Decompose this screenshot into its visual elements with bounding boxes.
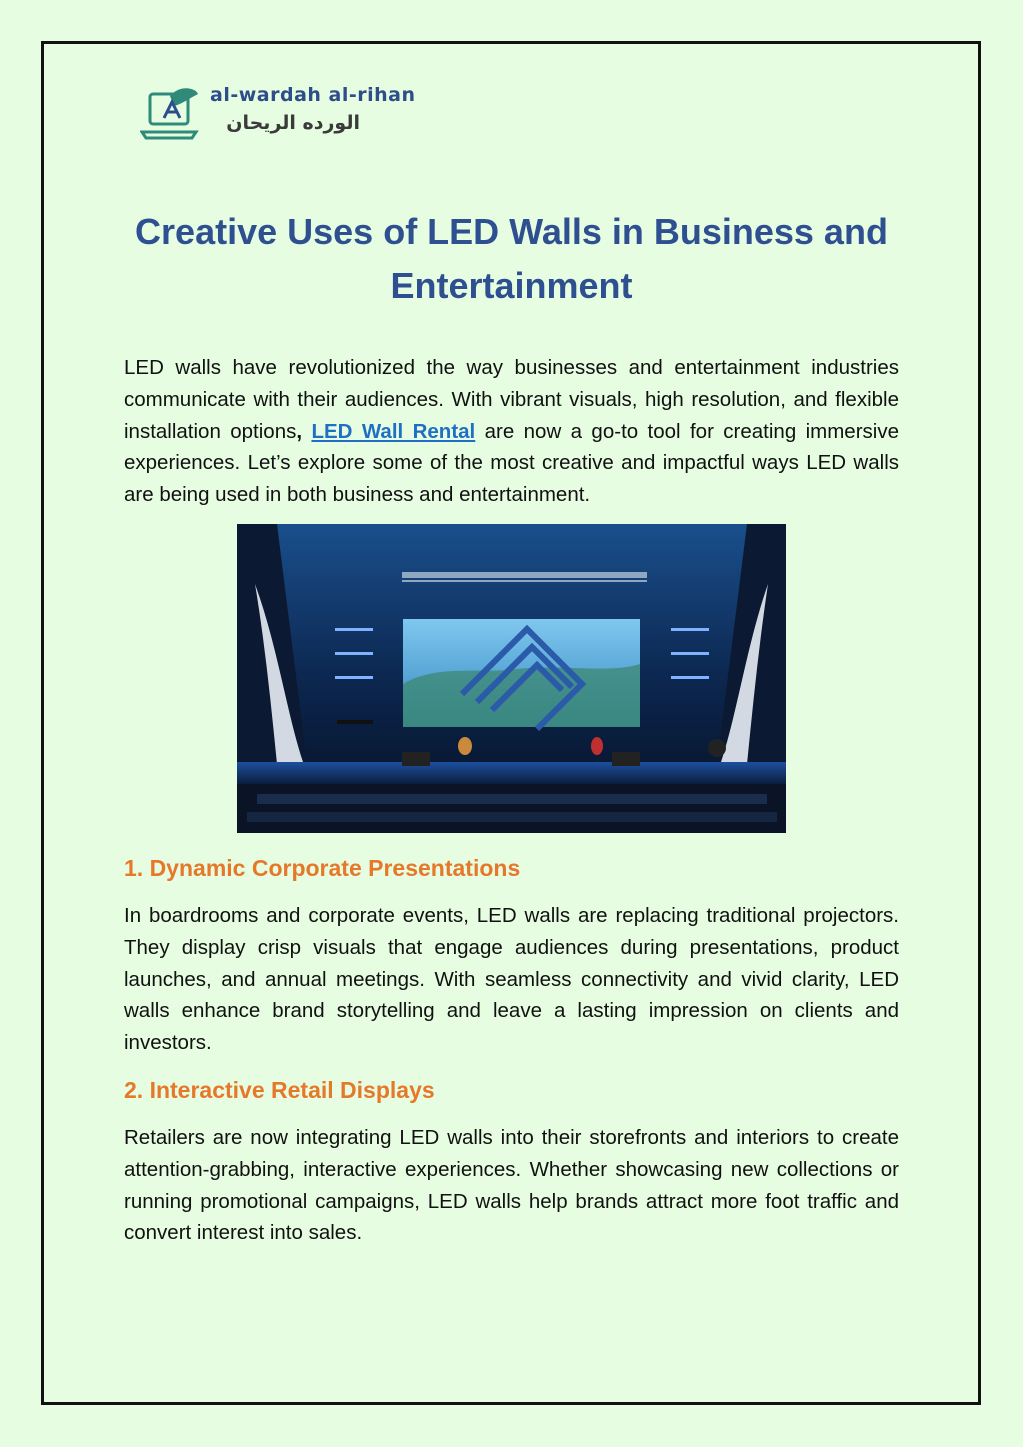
brand-logo: [140, 84, 440, 148]
logo-text-english: al-wardah al-rihan: [210, 84, 416, 106]
section-heading-corporate: 1. Dynamic Corporate Presentations: [124, 855, 521, 881]
intro-text-end: are now a go-to tool for creating immersive experiences. Let’s explore some of the most creative and impactful ways LED walls are being used in both business and entertainment.: [124, 419, 899, 507]
page-title: Creative Uses of LED Walls in Business and Entertainment: [135, 211, 888, 306]
concert-stage-led-wall-image: [237, 524, 786, 833]
section-body-retail: Retailers are now integrating LED walls into their storefronts and interiors to create attention-grabbing, interactive experiences. Whether showcasing new collections or running promotional campaigns, LED walls help brands attract more foot traffic and convert interest into sales.: [124, 1126, 899, 1245]
intro-paragraph: [124, 352, 899, 511]
intro-text-start: LED walls have revolutionized the way businesses and entertainment industries communicate with their audiences. With vibrant visuals, high resolution, and flexible installation options: [124, 356, 899, 443]
section-body-corporate: In boardrooms and corporate events, LED walls are replacing traditional projectors. They display crisp visuals that engage audiences during presentations, product launches, and annual meetings. With seamless connectivity and vivid clarity, LED walls enhance brand storytelling and leave a lasting impression on clients and investors.: [124, 904, 899, 1055]
section-heading-retail: 2. Interactive Retail Displays: [124, 1077, 435, 1103]
laptop-leaf-icon: [140, 84, 204, 148]
logo-text-arabic: الورده الريحان: [226, 112, 360, 134]
led-wall-rental-link[interactable]: LED Wall Rental: [311, 419, 476, 443]
intro-comma: ,: [296, 419, 303, 443]
